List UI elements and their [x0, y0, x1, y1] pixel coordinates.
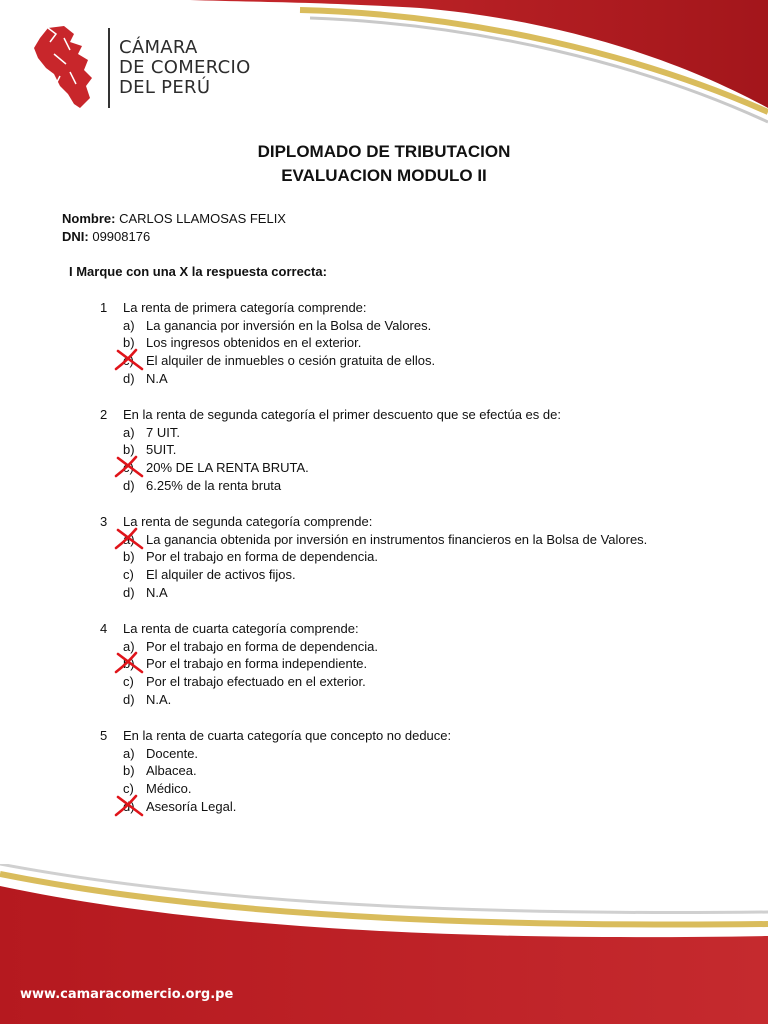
- question-text: La renta de segunda categoría comprende:: [123, 514, 373, 529]
- option-letter[interactable]: d): [123, 584, 135, 600]
- option-letter[interactable]: a): [123, 638, 135, 654]
- document-title: [0, 140, 768, 188]
- instructions: I Marque con una X la respuesta correcta:: [69, 264, 327, 279]
- option-letter[interactable]: d): [123, 370, 135, 386]
- logo-line-2: DE COMERCIO: [119, 57, 251, 78]
- option-text[interactable]: El alquiler de activos fijos.: [146, 567, 296, 583]
- answer-x-mark-icon: [112, 455, 146, 479]
- option-text[interactable]: Albacea.: [146, 763, 197, 779]
- option-letter[interactable]: c): [123, 353, 134, 369]
- option-text[interactable]: Los ingresos obtenidos en el exterior.: [146, 335, 362, 351]
- option-letter[interactable]: a): [123, 531, 135, 547]
- question-text: En la renta de cuarta categoría que concepto no deduce:: [123, 728, 452, 743]
- question-text: La renta de primera categoría comprende:: [123, 300, 367, 315]
- student-name-row: [62, 210, 286, 228]
- name-label: Nombre:: [62, 211, 116, 226]
- option-letter[interactable]: c): [123, 781, 134, 797]
- option-text[interactable]: La ganancia obtenida por inversión en instrumentos financieros en la Bolsa de Valores.: [146, 531, 648, 547]
- answer-x-mark-icon: [112, 348, 146, 372]
- question-number: 3: [100, 514, 108, 529]
- option-letter[interactable]: a): [123, 745, 135, 761]
- name-value: CARLOS LLAMOSAS FELIX: [119, 211, 286, 226]
- option-text[interactable]: El alquiler de inmuebles o cesión gratuita de ellos.: [146, 353, 436, 369]
- option-letter[interactable]: b): [123, 442, 135, 458]
- option-letter[interactable]: d): [123, 477, 135, 493]
- option-text[interactable]: Médico.: [146, 781, 192, 797]
- answer-x-mark-icon: [112, 794, 146, 818]
- question-number: 5: [100, 728, 108, 743]
- option-letter[interactable]: a): [123, 424, 135, 440]
- answer-x-mark-icon: [112, 651, 146, 675]
- camara-comercio-logo: [30, 24, 250, 114]
- logo-divider: [108, 28, 110, 108]
- option-text[interactable]: Asesoría Legal.: [146, 798, 237, 814]
- option-letter[interactable]: b): [123, 335, 135, 351]
- question-text: La renta de cuarta categoría comprende:: [123, 621, 359, 636]
- option-text[interactable]: Por el trabajo en forma de dependencia.: [146, 549, 378, 565]
- option-text[interactable]: 5UIT.: [146, 442, 177, 458]
- title-line-1: DIPLOMADO DE TRIBUTACION: [257, 142, 511, 161]
- question-number: 2: [100, 407, 108, 422]
- dni-value: 09908176: [92, 229, 151, 244]
- option-text[interactable]: 6.25% de la renta bruta: [146, 477, 282, 493]
- logo-line-1: CÁMARA: [119, 37, 198, 58]
- dni-label: DNI:: [62, 229, 89, 244]
- option-text[interactable]: 20% DE LA RENTA BRUTA.: [146, 460, 309, 476]
- option-text[interactable]: Docente.: [146, 745, 199, 761]
- option-letter[interactable]: c): [123, 674, 134, 690]
- option-text[interactable]: Por el trabajo en forma de dependencia.: [146, 638, 378, 654]
- question-number: 1: [100, 300, 108, 315]
- option-letter[interactable]: d): [123, 798, 135, 814]
- option-letter[interactable]: b): [123, 763, 135, 779]
- option-letter[interactable]: d): [123, 691, 135, 707]
- answer-x-mark-icon: [112, 527, 146, 551]
- option-text[interactable]: N.A.: [146, 691, 172, 707]
- option-letter[interactable]: b): [123, 549, 135, 565]
- peru-map-icon: [30, 24, 100, 112]
- footer-website-url[interactable]: www.camaracomercio.org.pe: [20, 987, 234, 1002]
- title-line-2: EVALUACION MODULO II: [281, 166, 487, 185]
- option-letter[interactable]: a): [123, 317, 135, 333]
- option-text[interactable]: La ganancia por inversión en la Bolsa de Valores.: [146, 317, 432, 333]
- option-text[interactable]: 7 UIT.: [146, 424, 180, 440]
- option-text[interactable]: N.A: [146, 584, 168, 600]
- logo-wordmark: [119, 38, 251, 98]
- option-text[interactable]: N.A: [146, 370, 168, 386]
- option-text[interactable]: Por el trabajo efectuado en el exterior.: [146, 674, 366, 690]
- option-letter[interactable]: b): [123, 656, 135, 672]
- question-number: 4: [100, 621, 108, 636]
- logo-line-3: DEL PERÚ: [119, 77, 211, 98]
- option-text[interactable]: Por el trabajo en forma independiente.: [146, 656, 368, 672]
- option-letter[interactable]: c): [123, 460, 134, 476]
- student-dni-row: [62, 228, 150, 246]
- option-letter[interactable]: c): [123, 567, 134, 583]
- question-text: En la renta de segunda categoría el primer descuento que se efectúa es de:: [123, 407, 561, 422]
